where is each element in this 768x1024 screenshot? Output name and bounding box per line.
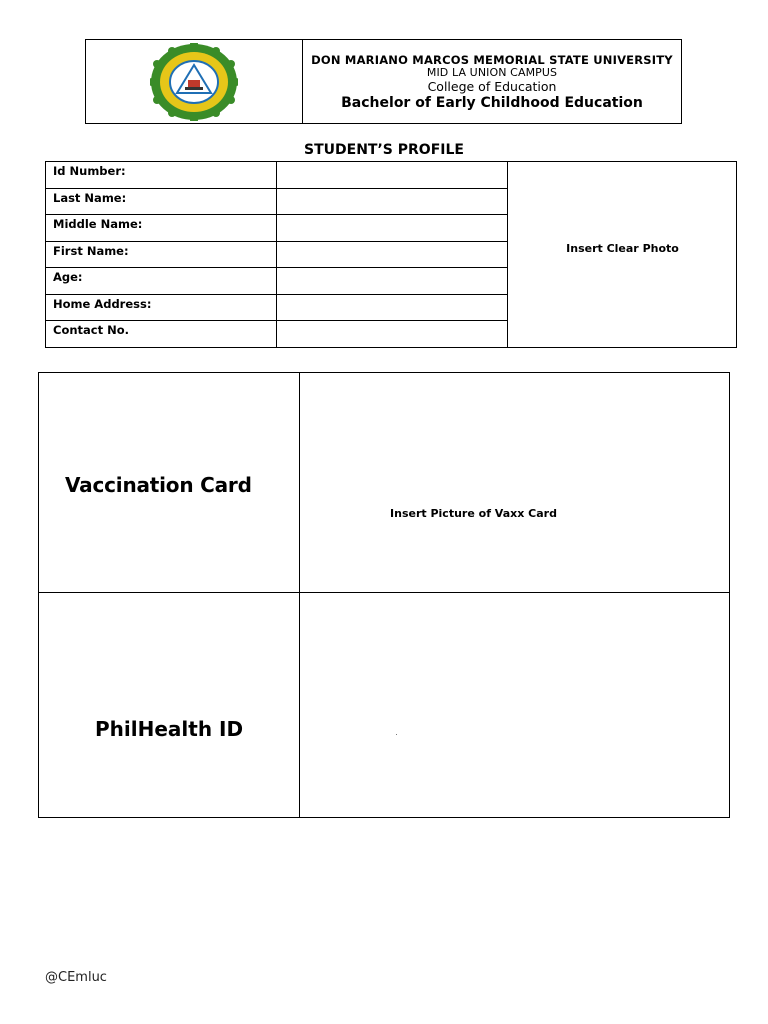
program-name: Bachelor of Early Childhood Education xyxy=(341,95,643,111)
documents-table xyxy=(38,372,730,818)
field-label: Home Address: xyxy=(53,296,152,311)
university-name: DON MARIANO MARCOS MEMORIAL STATE UNIVERSITY xyxy=(311,53,673,67)
profile-table xyxy=(45,161,737,348)
footer-handle: @CEmluc xyxy=(45,970,107,985)
vaccination-card-label: Vaccination Card xyxy=(65,473,252,497)
field-label: Age: xyxy=(53,270,83,284)
documents-column-divider xyxy=(299,373,300,817)
profile-title: STUDENT’S PROFILE xyxy=(304,142,464,158)
header-box xyxy=(85,39,682,124)
photo-placeholder: Insert Clear Photo xyxy=(566,242,679,255)
philhealth-id-label: PhilHealth ID xyxy=(95,717,244,741)
field-label: Middle Name: xyxy=(53,217,143,231)
field-label: Id Number: xyxy=(53,164,126,178)
campus-name: MID LA UNION CAMPUS xyxy=(426,66,558,79)
field-label: Contact No. xyxy=(53,323,129,337)
documents-row-divider xyxy=(39,592,729,593)
philhealth-image-area xyxy=(396,734,397,735)
university-seal-logo xyxy=(150,43,238,121)
label-value-divider xyxy=(276,162,277,347)
college-name: College of Education xyxy=(427,79,557,94)
field-label: First Name: xyxy=(53,243,129,258)
field-label: Last Name: xyxy=(53,190,127,205)
vaccination-card-placeholder: Insert Picture of Vaxx Card xyxy=(390,507,557,520)
